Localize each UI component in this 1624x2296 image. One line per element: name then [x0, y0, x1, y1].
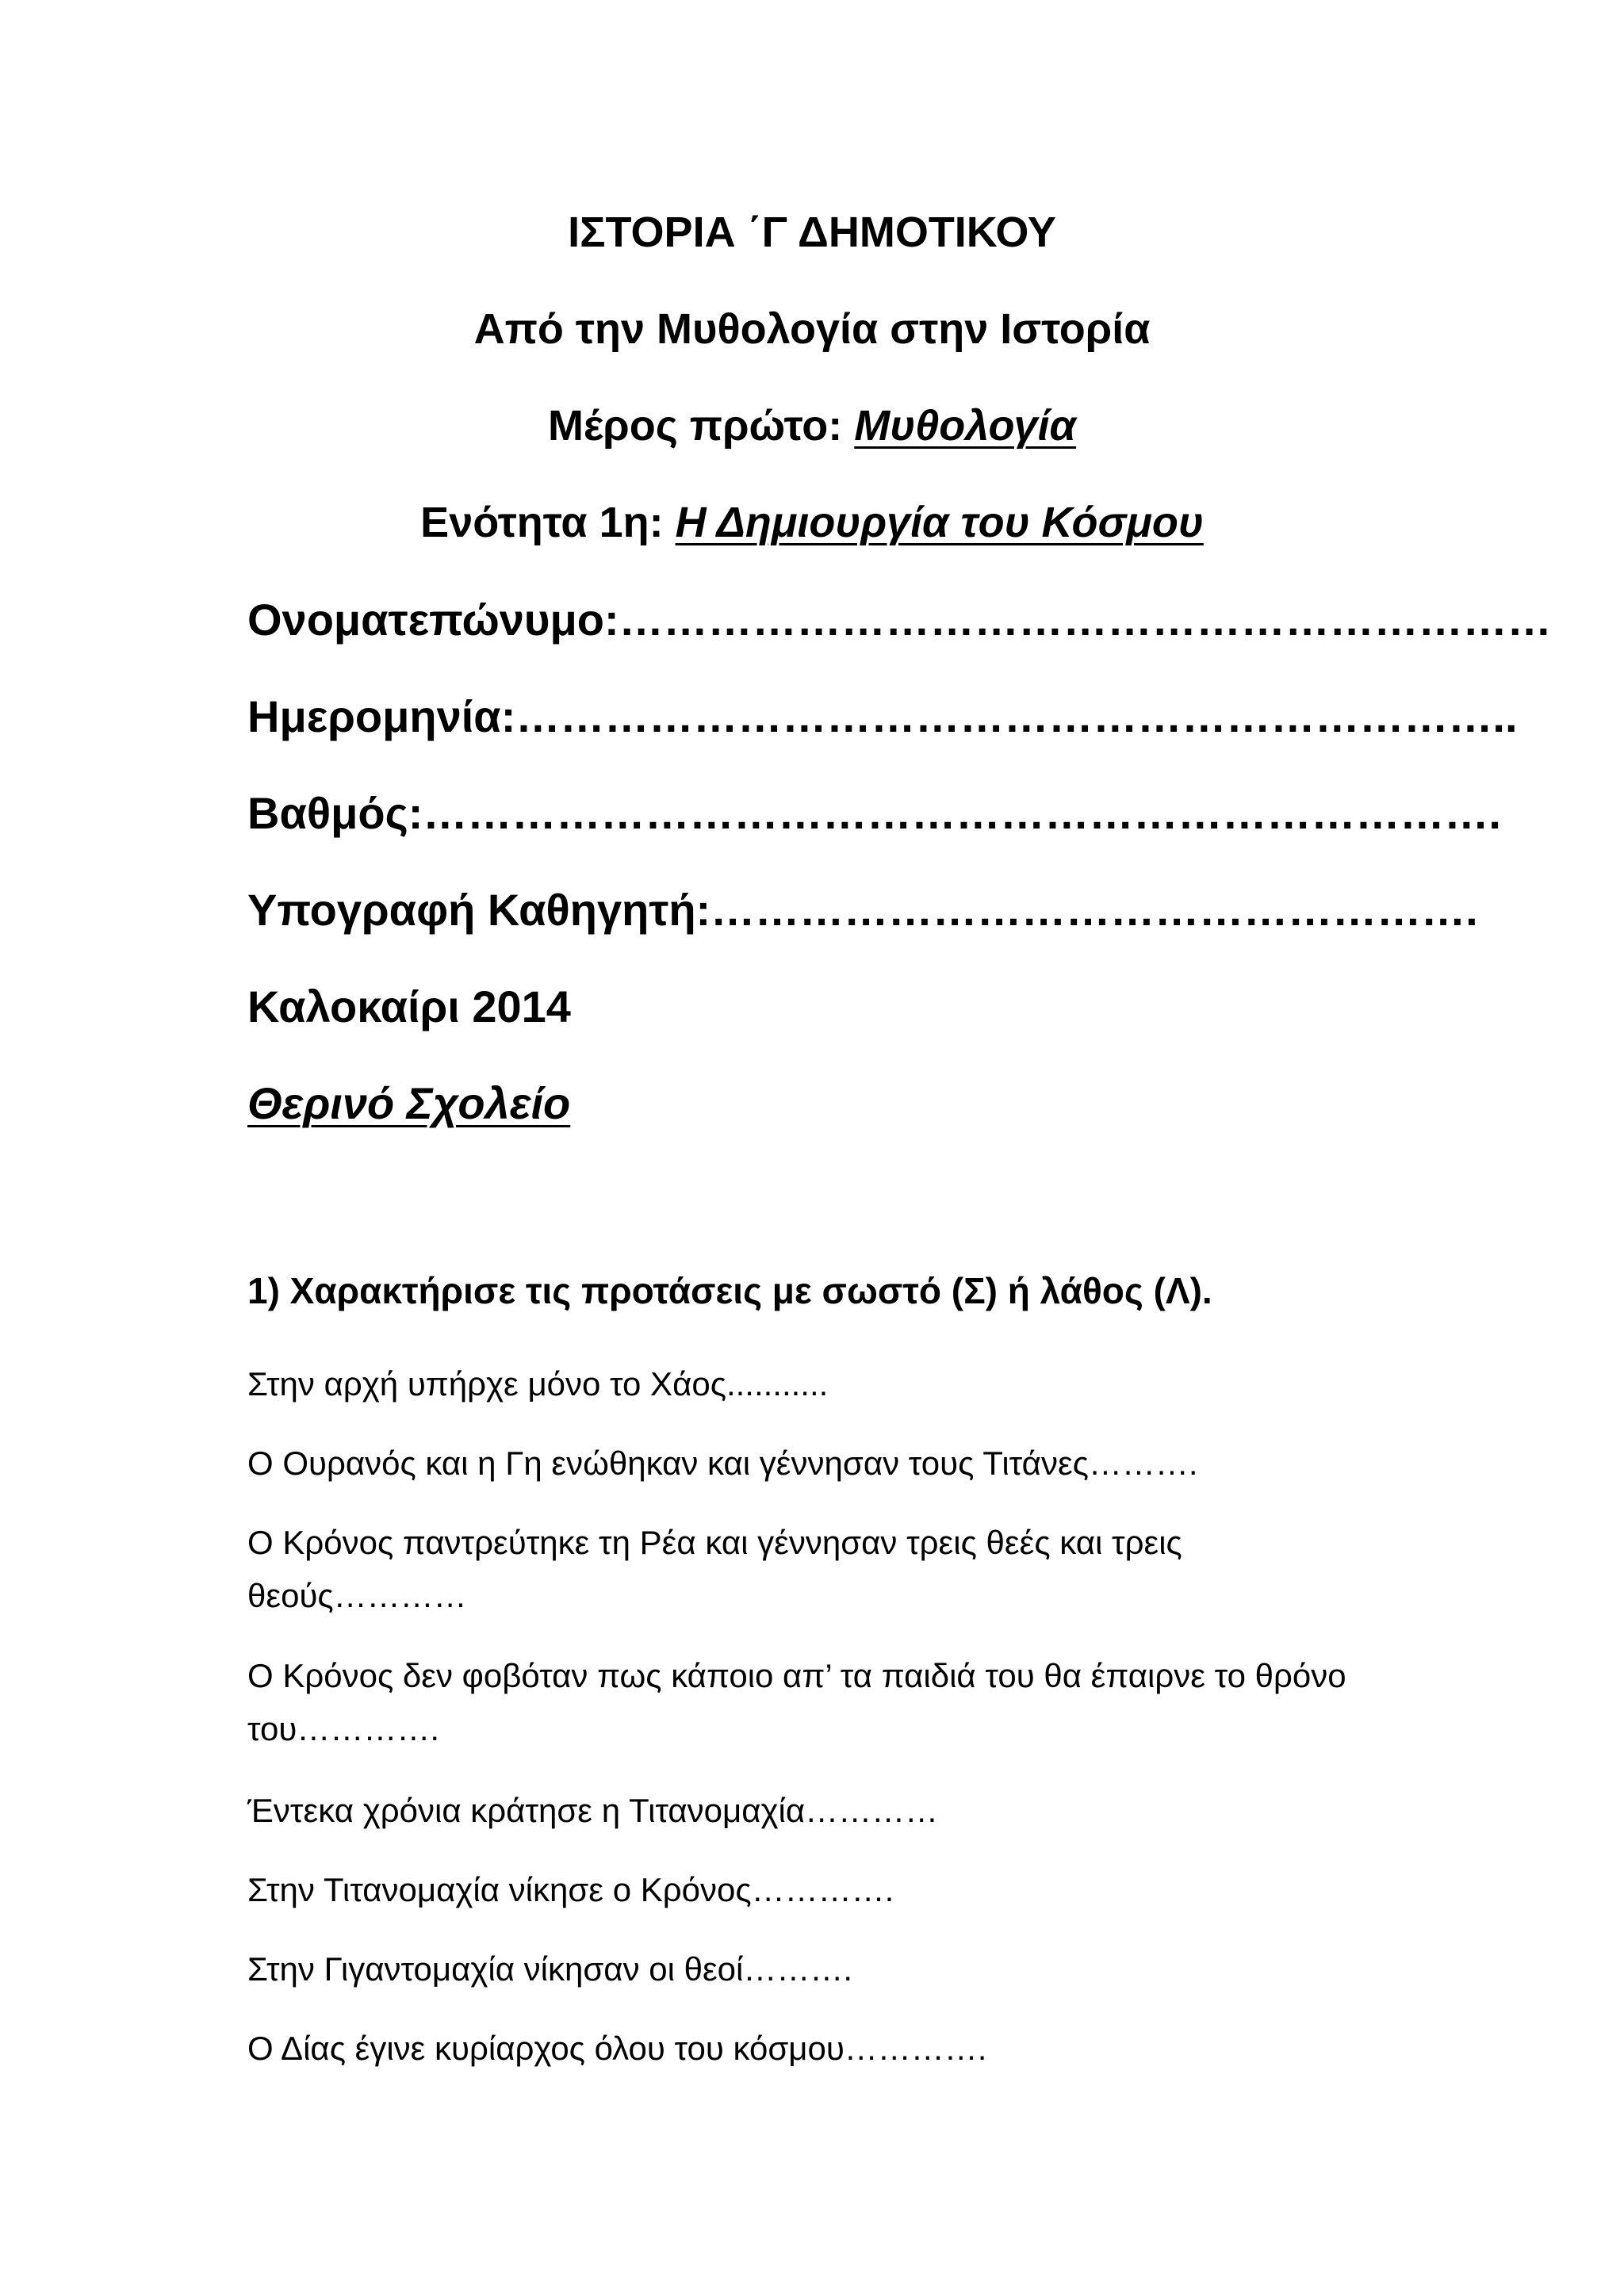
- name-field: Ονοματεπώνυμο:………………………………………………………: [247, 595, 1552, 645]
- school-label: [247, 1075, 570, 1132]
- statement-6: Στην Τιτανομαχία νίκησε ο Κρόνος………….: [247, 1871, 894, 1908]
- statement-8: Ο Δίας έγινε κυρίαρχος όλου του κόσμου………….: [247, 2030, 987, 2067]
- season-label: Καλοκαίρι 2014: [247, 982, 571, 1031]
- unit-label: Ενότητα 1η:: [420, 499, 664, 546]
- teacher-signature-field: Υπογραφή Καθηγητή:…………………………………………….: [247, 885, 1478, 935]
- school-name: Θερινό Σχολείο: [247, 1078, 571, 1128]
- unit-name: Η Δημιουργία του Κόσμου: [675, 499, 1204, 546]
- part-name: Μυθολογία: [854, 402, 1077, 450]
- part-heading: [0, 398, 1624, 453]
- statement-1: Στην αρχή υπήρχε μόνο το Χάος...........: [247, 1365, 829, 1402]
- part-label: Μέρος πρώτο:: [547, 402, 843, 450]
- statement-5: Έντεκα χρόνια κράτησε η Τιτανομαχία…………: [247, 1792, 939, 1829]
- grade-field: Βαθμός:……………………………………………………………….: [247, 788, 1501, 838]
- statement-2: Ο Ουρανός και η Γη ενώθηκαν και γέννησαν τους Τιτάνες……….: [247, 1445, 1198, 1482]
- question-1-title: 1) Χαρακτήρισε τις προτάσεις με σωστό (Σ) ή λάθος (Λ).: [247, 1270, 1212, 1311]
- statement-4: Ο Κρόνος δεν φοβόταν πως κάποιο απ’ τα παιδιά του θα έπαιρνε το θρόνο του………….: [247, 1657, 1346, 1747]
- worksheet-title: ΙΣΤΟΡΙΑ ΄Γ ΔΗΜΟΤΙΚΟΥ: [568, 209, 1056, 256]
- unit-heading: [0, 495, 1624, 550]
- worksheet-subtitle: Από την Μυθολογία στην Ιστορία: [473, 305, 1151, 353]
- statement-3: Ο Κρόνος παντρεύτηκε τη Ρέα και γέννησαν τρεις θεές και τρεις θεούς…………: [247, 1524, 1182, 1614]
- statement-7: Στην Γιγαντομαχία νίκησαν οι θεοί……….: [247, 1950, 853, 1988]
- date-field: Ημερομηνία:…………………………………………………………..: [247, 691, 1518, 741]
